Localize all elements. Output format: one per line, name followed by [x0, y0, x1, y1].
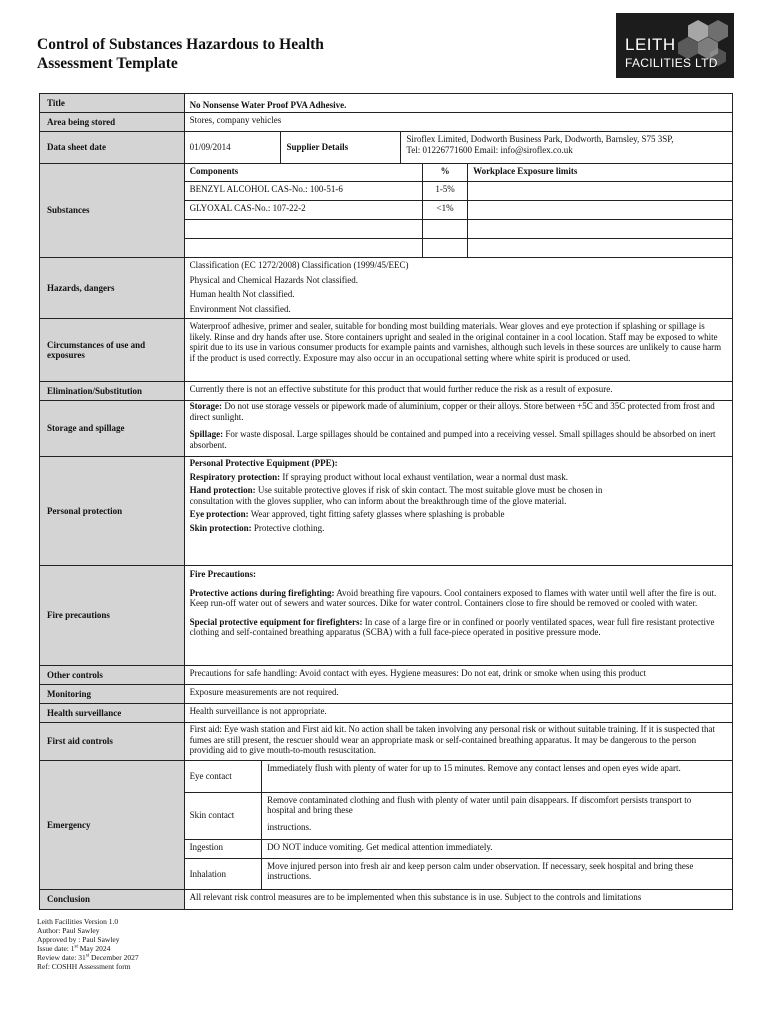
value-elimination: Currently there is not an effective substitute for this product that would further reduce the risk as a result of exposure. [184, 382, 732, 401]
page-title-line2: Assessment Template [37, 55, 178, 72]
footer-version: Leith Facilities Version 1.0 [37, 917, 119, 926]
fire-equipment-paragraph [190, 617, 727, 638]
value-health: Health surveillance is not appropriate. [184, 704, 732, 723]
footer-review-date [37, 953, 139, 962]
substance-exposure [468, 200, 732, 219]
hand-text: Use suitable protective gloves if risk of skin contact. The most suitable glove must be chosen in consultation with the gloves supplier, who can inform about the breakthrough time of the glove material. [189, 485, 603, 506]
hazards-line3: Human health Not classified. [189, 289, 295, 299]
ppe-heading: Personal Protective Equipment (PPE): [189, 458, 338, 468]
emergency-inhalation-text: Move injured person into fresh air and keep person calm under observation. If necessary, seek hospital and bring these instructions. [262, 858, 732, 889]
footer-issue-date [37, 944, 139, 953]
supplier-line1: Siroflex Limited, Dodworth Business Park, Dodworth, Barnsley, S75 3SP, [406, 134, 674, 144]
value-monitoring: Exposure measurements are not required. [184, 685, 732, 704]
hand-title: Hand protection: [189, 485, 256, 495]
emergency-skin-label: Skin contact [185, 792, 262, 839]
footer-author: Author: Paul Sawley [37, 926, 100, 935]
emergency-cell [184, 761, 732, 890]
value-fire [184, 566, 732, 666]
hand-paragraph [190, 485, 620, 506]
respiratory-title: Respiratory protection: [189, 471, 281, 482]
substance-component [185, 238, 423, 257]
storage-text: Do not use storage vessels or pipework made of aluminium, copper or their alloys. Store between +5C and 35C protected from frost and direct sunlight. [189, 401, 715, 422]
footer-ref: Ref: COSHH Assessment form [37, 962, 131, 971]
fire-heading: Fire Precautions: [189, 569, 256, 579]
fire-equipment-title: Special protective equipment for firefighters: [189, 616, 363, 627]
label-elimination: Elimination/Substitution [40, 382, 185, 401]
table-row [185, 200, 732, 219]
row-datasheet [40, 132, 733, 164]
value-conclusion: All relevant risk control measures are to be implemented when this substance is in use. Subject to the controls and limitations [184, 890, 732, 910]
review-prefix: Review date: 31 [37, 953, 86, 962]
row-health [40, 704, 733, 723]
emergency-ingestion-label: Ingestion [185, 839, 262, 858]
row-monitoring [40, 685, 733, 704]
hazards-line2: Physical and Chemical Hazards Not classified. [189, 274, 359, 285]
substances-header-row [185, 164, 732, 181]
label-area: Area being stored [40, 113, 185, 132]
row-personal [40, 457, 733, 566]
label-circumstances: Circumstances of use and exposures [40, 319, 185, 382]
emergency-inhalation-label: Inhalation [185, 858, 262, 889]
substance-percent [423, 219, 468, 238]
label-substances: Substances [40, 164, 185, 258]
label-other: Other controls [40, 666, 185, 685]
table-row [185, 219, 732, 238]
value-firstaid: First aid: Eye wash station and First aid kit. No action shall be taken involving any personal risk or without suitable training. If it is suspected that fumes are still present, the rescuer should wear an appropriate mask or self-contained breathing apparatus. It may be dangerous to the person providing aid to give mouth-to-mouth resuscitation. [184, 723, 732, 761]
value-datasheet: 01/09/2014 [184, 132, 281, 164]
row-storage [40, 401, 733, 457]
table-row [185, 839, 732, 858]
value-hazards [184, 258, 732, 319]
value-area: Stores, company vehicles [184, 113, 732, 132]
value-other: Precautions for safe handling: Avoid contact with eyes. Hygiene measures: Do not eat, drink or smoke when using this product [184, 666, 732, 685]
label-hazards: Hazards, dangers [40, 258, 185, 319]
review-suffix: December 2027 [89, 953, 139, 962]
emergency-eye-text: Immediately flush with plenty of water for up to 15 minutes. Remove any contact lenses and open eyes wide apart. [262, 761, 732, 792]
value-title: No Nonsense Water Proof PVA Adhesive. [184, 94, 732, 113]
table-row [185, 238, 732, 257]
substances-cell [184, 164, 732, 258]
label-supplier: Supplier Details [281, 132, 401, 164]
label-firstaid: First aid controls [40, 723, 185, 761]
substance-component: BENZYL ALCOHOL CAS-No.: 100-51-6 [185, 181, 423, 200]
supplier-line2: Tel: 01226771600 Email: info@siroflex.co.uk [406, 144, 573, 155]
hazards-line1: Classification (EC 1272/2008) Classification (1999/45/EEC) [189, 260, 409, 270]
table-row [185, 858, 732, 889]
spillage-text: For waste disposal. Large spillages should be contained and pumped into a receiving vessel. Small spillages should be absorbed on inert absorbent. [189, 429, 716, 450]
emergency-skin-text: Remove contaminated clothing and flush with plenty of water until pain disappears. If discomfort persists transport to hospital and bring these [267, 794, 692, 815]
substance-exposure [468, 219, 732, 238]
label-conclusion: Conclusion [40, 890, 185, 910]
eye-paragraph [190, 509, 620, 520]
issue-prefix: Issue date: 1 [37, 944, 75, 953]
label-title: Title [40, 94, 185, 113]
logo-name: LEITH [625, 35, 676, 54]
label-storage: Storage and spillage [40, 401, 185, 457]
value-storage [184, 401, 732, 457]
substance-percent [423, 238, 468, 257]
skin-text: Protective clothing. [251, 522, 325, 533]
fire-actions-paragraph [190, 588, 727, 609]
row-other [40, 666, 733, 685]
value-supplier [401, 132, 733, 164]
fire-actions-text: Avoid breathing fire vapours. Cool containers exposed to flames with water until well after the fire is out. Keep run-off water out of sewers and water sources. Dike for water control. Containers close to fire should be removed or cooled with water. [189, 587, 717, 608]
fire-actions-title: Protective actions during firefighting: [189, 587, 335, 598]
emergency-skin-cell [262, 792, 732, 839]
eye-text: Wear approved, tight fitting safety glasses where splashing is probable [248, 509, 505, 519]
hazards-line4: Environment Not classified. [189, 303, 291, 314]
skin-paragraph [190, 523, 620, 534]
table-row [185, 761, 732, 792]
footer-approved: Approved by : Paul Sawley [37, 935, 120, 944]
logo-subname: FACILITIES LTD [625, 56, 718, 70]
storage-title: Storage: [189, 401, 223, 411]
respiratory-text: If spraying product without local exhaust ventilation, wear a normal dust mask. [280, 471, 569, 482]
table-row [185, 792, 732, 839]
issue-sup: st [74, 944, 78, 950]
row-emergency [40, 761, 733, 890]
substance-component [185, 219, 423, 238]
substance-exposure [468, 181, 732, 200]
review-sup: st [85, 953, 90, 959]
substance-component: GLYOXAL CAS-No.: 107-22-2 [185, 200, 423, 219]
row-fire [40, 566, 733, 666]
spillage-title: Spillage: [189, 429, 224, 439]
storage-paragraph [190, 401, 727, 422]
row-conclusion [40, 890, 733, 910]
header-exposure: Workplace Exposure limits [468, 164, 732, 181]
row-substances [40, 164, 733, 258]
label-fire: Fire precautions [40, 566, 185, 666]
label-personal: Personal protection [40, 457, 185, 566]
emergency-table [185, 761, 732, 889]
fire-equipment-text: In case of a large fire or in confined or poorly ventilated spaces, wear full fire resistant protective clothing and self-contained breathing apparatus (SCBA) with a full face-piece operated in positive pressure mode. [189, 616, 715, 637]
header-percent: % [423, 164, 468, 181]
page-title [37, 35, 457, 73]
skin-title: Skin protection: [189, 522, 252, 533]
row-elimination [40, 382, 733, 401]
row-hazards [40, 258, 733, 319]
label-monitoring: Monitoring [40, 685, 185, 704]
row-title [40, 94, 733, 113]
eye-title: Eye protection: [189, 509, 249, 519]
substance-percent: 1-5% [423, 181, 468, 200]
label-emergency: Emergency [40, 761, 185, 890]
spillage-paragraph [190, 429, 727, 450]
value-circumstances: Waterproof adhesive, primer and sealer, suitable for bonding most building materials. Wear gloves and eye protection if splashing or spillage is likely. Rinse and dry hands after use. Store containers upright and sealed in the original container in a cool location. Staff may be exposed to white spirit due to its use in various consumer products for example paints and varnishes, although such levels in these sources are unlikely to cause harm if the product is used correctly. Exposure may also occur in an occupational setting where white spirit is produced or used. [184, 319, 732, 382]
page-title-line1: Control of Substances Hazardous to Health [37, 36, 324, 53]
substance-percent: <1% [423, 200, 468, 219]
header-components: Components [185, 164, 423, 181]
document-footer [37, 917, 139, 971]
emergency-skin-text2: instructions. [267, 821, 312, 832]
label-health: Health surveillance [40, 704, 185, 723]
label-datasheet: Data sheet date [40, 132, 185, 164]
value-personal [184, 457, 732, 566]
company-logo [616, 13, 734, 78]
substance-exposure [468, 238, 732, 257]
issue-suffix: May 2024 [77, 944, 111, 953]
assessment-table [39, 93, 733, 910]
substances-table [185, 164, 732, 257]
emergency-ingestion-text: DO NOT induce vomiting. Get medical attention immediately. [262, 839, 732, 858]
row-circumstances [40, 319, 733, 382]
table-row [185, 181, 732, 200]
row-area [40, 113, 733, 132]
row-firstaid [40, 723, 733, 761]
respiratory-paragraph [190, 472, 620, 483]
emergency-eye-label: Eye contact [185, 761, 262, 792]
